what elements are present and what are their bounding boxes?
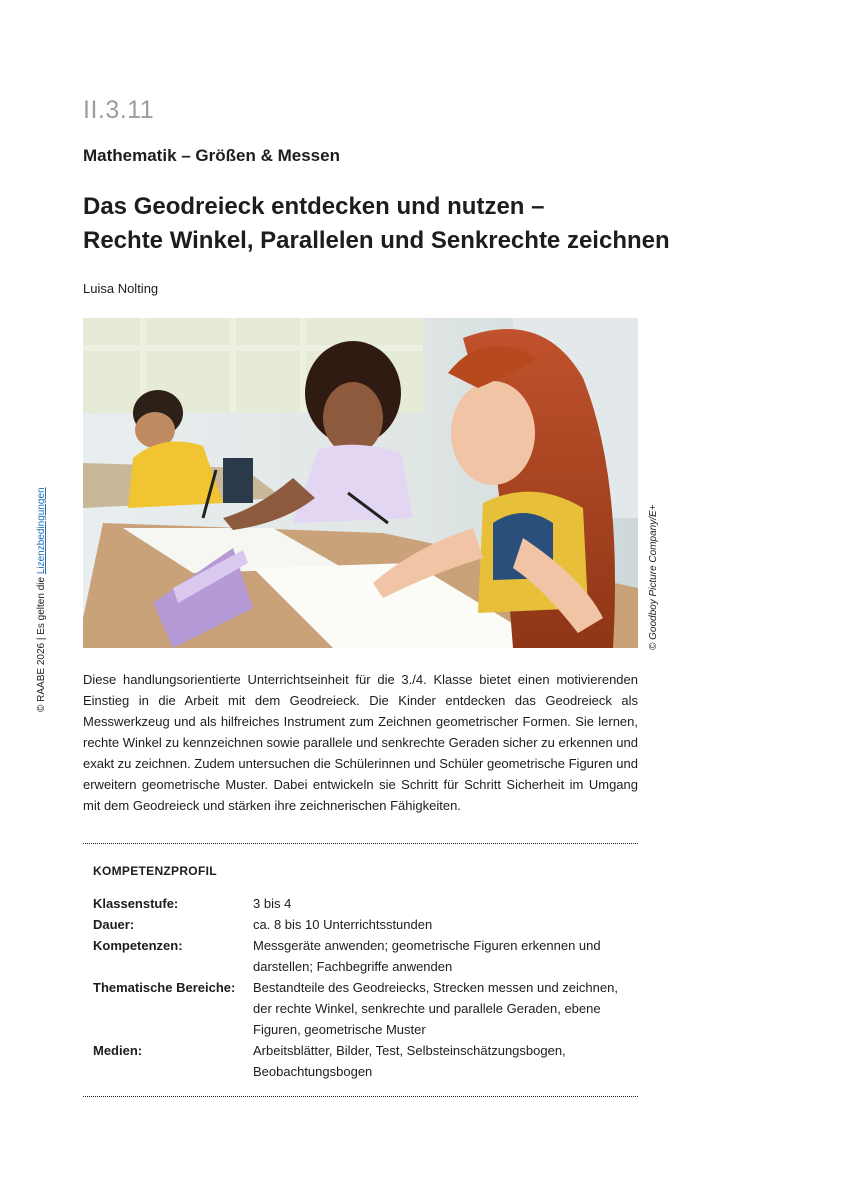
subject-heading: Mathematik – Größen & Messen <box>83 146 340 165</box>
competence-profile-table <box>93 893 633 1082</box>
profile-label: Dauer: <box>93 917 135 932</box>
profile-row <box>93 893 633 914</box>
author: Luisa Nolting <box>83 281 159 296</box>
profile-label: Kompetenzen: <box>93 938 183 953</box>
photo-credit: © Goodboy Picture Company/E+ <box>648 504 659 650</box>
title-line-1: Das Geodreieck entdecken und nutzen – <box>83 193 545 220</box>
profile-row <box>93 914 633 935</box>
profile-label: Thematische Bereiche: <box>93 980 236 995</box>
profile-value: 3 bis 4 <box>253 896 292 911</box>
bottom-divider <box>83 1096 638 1097</box>
profile-value: ca. 8 bis 10 Unterrichtsstunden <box>253 917 433 932</box>
license-note-text: © RAABE 2026 | Es gelten die <box>36 574 47 712</box>
profile-row <box>93 1040 633 1082</box>
profile-value: Arbeitsblätter, Bilder, Test, Selbsteinschätzungsbogen, Beobachtungsbogen <box>253 1043 566 1079</box>
profile-row <box>93 977 633 1040</box>
license-note <box>36 487 47 712</box>
page-title <box>83 190 683 258</box>
top-divider <box>83 843 638 844</box>
profile-label: Klassenstufe: <box>93 896 179 911</box>
profile-row <box>93 935 633 977</box>
profile-label: Medien: <box>93 1043 143 1058</box>
classroom-photo <box>83 318 638 648</box>
intro-paragraph: Diese handlungsorientierte Unterrichtseinheit für die 3./4. Klasse bietet einen motivierenden Einstieg in die Arbeit mit dem Geodreieck. Die Kinder entdecken das Geodreieck als Messwerkzeug und als hilfreiches Instrument zum Zeichnen geometrischer Formen. Sie lernen, rechte Winkel zu kennzeichnen sowie parallele und senkrechte Geraden sicher zu erkennen und exakt zu zeichnen. Zudem untersuchen die Schülerinnen und Schüler geometrische Figuren und erweitern geometrische Muster. Dabei entwickeln sie Schritt für Schritt Sicherheit im Umgang mit dem Geodreieck und stärken ihre zeichnerischen Fähigkeiten. <box>83 672 639 813</box>
profile-value: Bestandteile des Geodreiecks, Strecken messen und zeichnen, der rechte Winkel, senkrechte und parallele Geraden, ebene Figuren, geometrische Muster <box>253 980 618 1037</box>
license-link[interactable]: Lizenzbedingungen <box>36 487 47 575</box>
unit-code: II.3.11 <box>83 96 155 124</box>
profile-heading: KOMPETENZPROFIL <box>93 864 217 878</box>
profile-value: Messgeräte anwenden; geometrische Figuren erkennen und darstellen; Fachbegriffe anwenden <box>253 938 601 974</box>
title-line-2: Rechte Winkel, Parallelen und Senkrechte zeichnen <box>83 227 670 254</box>
